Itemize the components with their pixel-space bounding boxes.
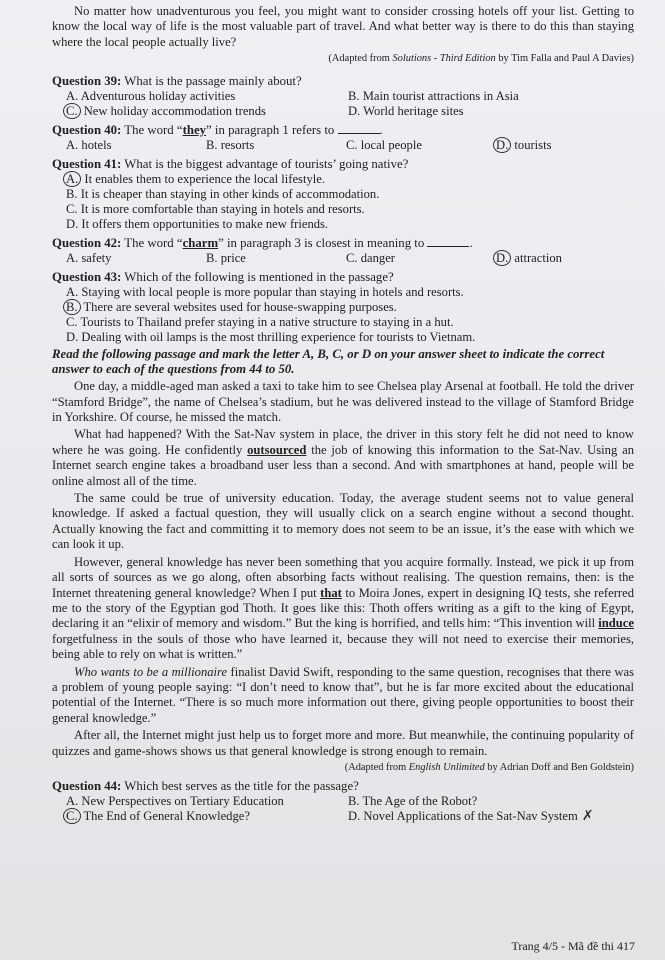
q42-number: Question 42: [52,236,122,251]
q39-option-d[interactable]: D. World heritage sites [348,104,464,119]
q42-option-d[interactable]: D. attraction [496,251,646,266]
q43-option-a[interactable]: A. Staying with local people is more popular than staying in hotels and resorts. [66,285,464,300]
q44-option-b[interactable]: B. The Age of the Robot? [348,793,478,808]
q40-option-a[interactable]: A. hotels [66,138,112,153]
q44-c-circle-mark: C. [63,808,81,824]
q43-b-circle-mark: B. [63,299,81,315]
passage-paragraph-1: One day, a middle-aged man asked a taxi to take him to see Chelsea play Arsenal at football. He told the driver “Stamford Bridge”, the name of Chelsea’s stadium, but he was delivered instead to the village of Stamford Bridge in Yorkshire. Of course, he missed the match. [52,379,634,425]
source1-title: Solutions - Third Edition [392,53,496,65]
intro-paragraph: No matter how unadventurous you feel, you might want to consider crossing hotels off your list. Getting to know the local way of life is the most valuable part of travel. And what better way is there to do this than staying where the local people actually live? [52,4,634,49]
q40-option-b[interactable]: B. resorts [206,138,255,153]
q40-blank [338,123,380,134]
q44-option-c[interactable]: C. The End of General Knowledge? [66,809,348,824]
q40-underlined-word: they [182,123,207,138]
source-citation-1 [52,53,634,64]
underlined-outsourced: outsourced [247,442,307,457]
q42-underlined-word: charm [182,236,219,251]
underlined-induce: induce [598,616,634,631]
passage-paragraph-2: What had happened? With the Sat-Nav system in place, the driver in this story felt he did not need to know where he was going. He confidently outsourced the job of knowing this information to the Sat-Nav. Using an Internet search engine takes a broadband user less than a second. And with smartphones at hand, people will be online almost all of the time. [52,427,634,488]
q44-number: Question 44: [52,778,122,793]
q43-option-c[interactable]: C. Tourists to Thailand prefer staying in a native structure to staying in a hut. [66,315,454,330]
question-42: Question 42: The word “charm” in paragraph 3 is closest in meaning to . A. safety B. price C. danger D. attraction [52,236,634,266]
q41-option-d[interactable]: D. It offers them opportunities to make new friends. [66,217,329,232]
question-39 [52,74,634,119]
question-41 [52,157,634,232]
q41-a-circle-mark: A. [63,171,81,187]
show-title-italic: Who wants to be a millionaire [74,664,228,679]
source1-suffix: by Tim Falla and Paul A Davies) [495,53,634,65]
q42-option-b[interactable]: B. price [206,251,246,266]
passage-paragraph-5: Who wants to be a millionaire finalist David Swift, responding to the same question, recognises that there was a problem of young people saying: “I don’t need to know that”, but he is far more excited about the educational potential of the Internet. “There is so much more information out there, giving people opportunities to boost their general knowledge.” [52,664,634,725]
q39-option-c[interactable]: C. New holiday accommodation trends [66,104,348,119]
question-44 [52,779,634,824]
instruction: Read the following passage and mark the letter A, B, C, or D on your answer sheet to indicate the correct answer to each of the questions from 44 to 50. [52,347,605,377]
question-40: Question 40: The word “they” in paragraph 1 refers to . A. hotels B. resorts C. local people D. tourists [52,123,634,153]
source1-prefix: (Adapted from [328,53,393,65]
q41-option-c[interactable]: C. It is more comfortable than staying in hotels and resorts. [66,202,365,217]
source-citation-2: (Adapted from English Unlimited by Adrian Doff and Ben Goldstein) [344,761,634,773]
q39-option-a[interactable]: A. Adventurous holiday activities [66,89,236,104]
q40-option-c[interactable]: C. local people [346,138,422,153]
q44-text: Which best serves as the title for the passage? [121,778,359,793]
passage-paragraph-6: After all, the Internet might just help us to forget more and more. But meanwhile, the continuing popularity of quizzes and game-shows shows us that general knowledge is strong enough to remain. [52,728,634,758]
q44-option-d[interactable]: D. Novel Applications of the Sat-Nav System ✗ [348,808,594,824]
q40-option-d[interactable]: D. tourists [496,138,646,153]
underlined-that: that [320,585,342,600]
q39-option-b[interactable]: B. Main tourist attractions in Asia [348,89,519,104]
passage-paragraph-3: The same could be true of university education. Today, the average student seems not to value general knowledge. If asked a factual question, they will usually click on a search engine without a second thought. Actually knowing the fact and committing it to memory does not seem to be an issue, it’s the ease with which we can look it up. [52,491,634,552]
q41-number: Question 41: [52,157,122,172]
q39-text: What is the passage mainly about? [121,74,302,89]
q43-number: Question 43: [52,270,122,285]
q44-option-a[interactable]: A. New Perspectives on Tertiary Education [66,793,284,808]
q42-option-a[interactable]: A. safety [66,251,112,266]
q43-text: Which of the following is mentioned in the passage? [121,270,394,285]
q41-option-a[interactable]: A. It enables them to experience the local lifestyle. [66,172,634,187]
q41-option-b[interactable]: B. It is cheaper than staying in other kinds of accommodation. [66,187,380,202]
q43-option-d[interactable]: D. Dealing with oil lamps is the most thrilling experience for tourists to Vietnam. [66,330,476,345]
q39-number: Question 39: [52,74,122,89]
q40-d-circle-mark: D. [493,137,511,153]
q41-text: What is the biggest advantage of tourists’ going native? [121,157,409,172]
q39-c-circle-mark: C. [63,103,81,119]
q42-option-c[interactable]: C. danger [346,251,395,266]
q43-option-b[interactable]: B. There are several websites used for house-swapping purposes. [66,300,634,315]
q42-blank [427,236,469,247]
page-footer: Trang 4/5 - Mã đề thi 417 [511,939,635,953]
q40-number: Question 40: [52,123,122,138]
cross-mark-icon: ✗ [581,808,594,824]
q42-d-circle-mark: D. [493,250,511,266]
page-content [52,2,634,824]
question-43 [52,270,634,345]
passage-paragraph-4: However, general knowledge has never been something that you acquire formally. Instead, we pick it up from all sorts of sources as we go along, often absorbing facts without realising. The question remains, then: is the Internet threatening general knowledge? When I put that to Moira Jones, expert in designing IQ tests, she referred me to the story of the Egyptian god Thoth. It goes like this: Thoth offers writing as a gift to the king of Egypt, declaring it an “elixir of memory and wisdom.” But the king is horrified, and tells him: “This invention will induce forgetfulness in the souls of those who have learned it, because they will not need to exercise their memories, being able to rely on what is written.” [52,554,634,662]
